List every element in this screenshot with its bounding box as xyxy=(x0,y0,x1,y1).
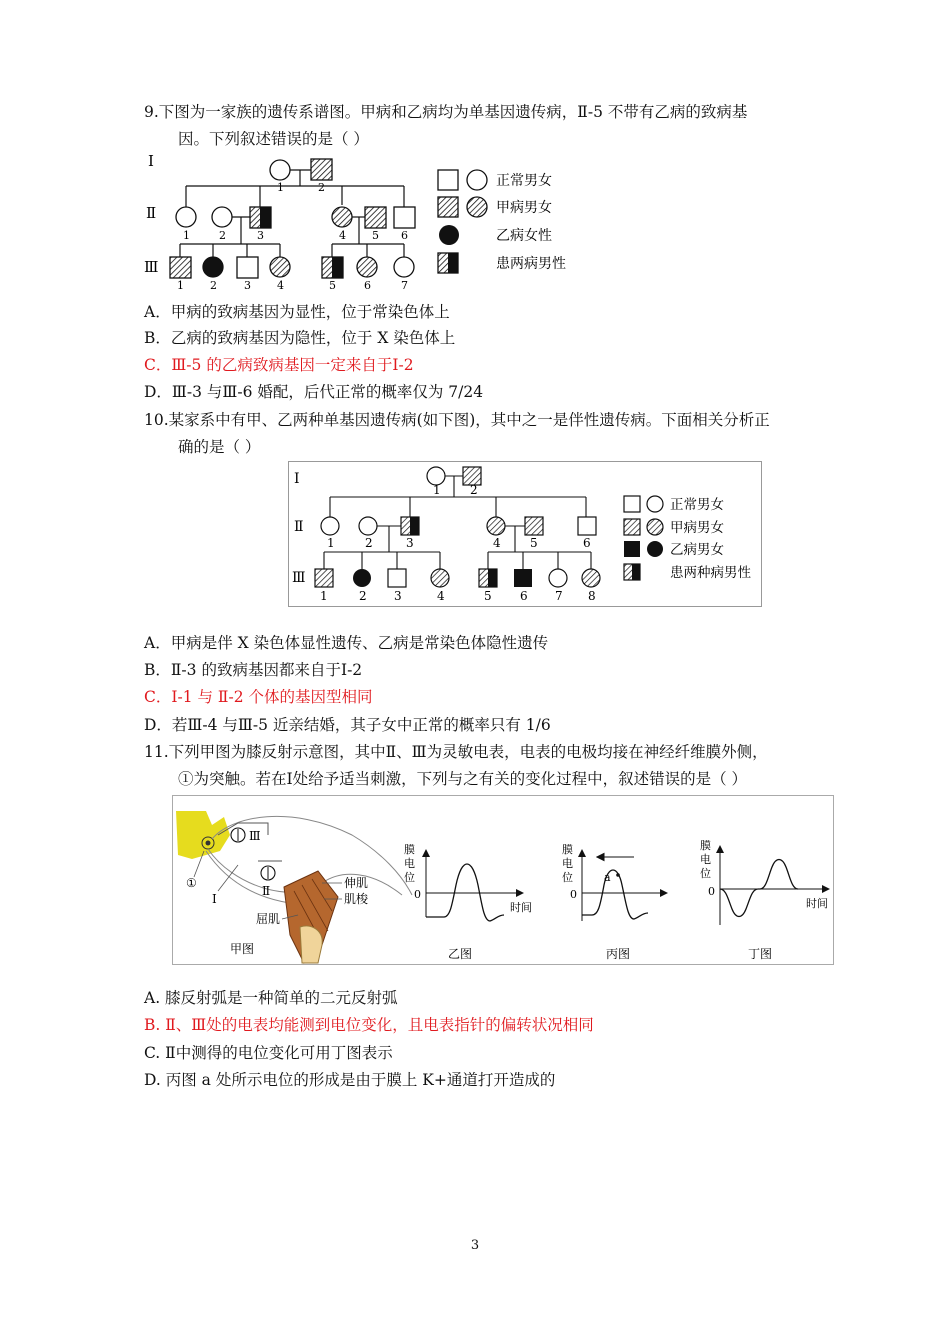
figure-label: 6 xyxy=(364,279,371,292)
gen-label-1: Ⅰ xyxy=(148,152,154,170)
gen-label-2: Ⅱ xyxy=(146,204,157,222)
q10-pedigree-figure xyxy=(288,461,762,607)
figure-label: 0 xyxy=(570,888,577,901)
q10-option-c-answer: C．Ⅰ-1 与 Ⅱ-2 个体的基因型相同 xyxy=(144,688,373,706)
page-number: 3 xyxy=(470,1238,480,1253)
III-3-male-normal xyxy=(388,569,406,587)
figure-label: 3 xyxy=(244,279,251,292)
III-1-male-disease-a xyxy=(315,569,333,587)
III-1-male-disease-a xyxy=(170,257,191,278)
II-5-male-disease-a xyxy=(365,207,386,228)
figure-label: 2 xyxy=(365,536,373,550)
fig-bing-caption: 丙图 xyxy=(606,947,631,961)
point-a xyxy=(616,873,620,877)
fig-yi-caption: 乙图 xyxy=(448,947,473,961)
figure-label: 1 xyxy=(177,279,184,292)
q9-pedigree-figure xyxy=(140,152,600,292)
stimulus-I-label: Ⅰ xyxy=(212,892,217,906)
figure-label: 1 xyxy=(183,229,190,242)
I-2-male-disease-a xyxy=(311,159,332,180)
III-3-male-normal xyxy=(237,257,258,278)
III-6-male-disease-b xyxy=(514,569,532,587)
legend-normal-female xyxy=(467,170,487,190)
figure-label: 膜 xyxy=(562,843,573,856)
figure-label: 4 xyxy=(277,279,284,292)
II-4-female-disease-a xyxy=(332,207,352,227)
figure-label: 1 xyxy=(327,536,335,550)
figure-label: 4 xyxy=(493,536,501,550)
figure-label: 2 xyxy=(470,483,478,497)
II-2-female-normal xyxy=(359,517,377,535)
q10-stem-line1: 10.某家系中有甲、乙两种单基因遗传病(如下图)，其中之一是伴性遗传病。下面相关分析正 xyxy=(144,411,770,429)
figure-label: 屈肌 xyxy=(256,912,281,926)
figure-label: 1 xyxy=(320,589,328,603)
legend-disease-b-label: 乙病女性 xyxy=(496,228,552,244)
q9-stem-line2: 因。下列叙述错误的是（ ） xyxy=(178,130,369,148)
figure-label: 5 xyxy=(372,229,379,242)
figure-label: 时间 xyxy=(510,901,532,914)
figure-label: Ⅰ xyxy=(294,471,300,487)
q9-stem-line1: 9.下图为一家族的遗传系谱图。甲病和乙病均为单基因遗传病，Ⅱ-5 不带有乙病的致病基 xyxy=(144,103,748,121)
figure-label: 0 xyxy=(414,888,421,901)
III-8-female-disease-a xyxy=(582,569,600,587)
legend-normal-label: 正常男女 xyxy=(670,497,724,513)
figure-label: 6 xyxy=(401,229,408,242)
figure-label: 时间 xyxy=(806,897,828,910)
figure-label: 1 xyxy=(433,483,441,497)
synapse-label: ① xyxy=(186,876,197,890)
figure-label: 5 xyxy=(484,589,492,603)
figure-label: 2 xyxy=(219,229,226,242)
II-6-male-normal xyxy=(578,517,596,535)
q9-option-b: B．乙病的致病基因为隐性，位于 X 染色体上 xyxy=(144,329,456,347)
I-1-female-normal xyxy=(270,160,290,180)
q11-stem-line2: ①为突触。若在Ⅰ处给予适当刺激，下列与之有关的变化过程中，叙述错误的是（ ） xyxy=(178,770,748,788)
figure-label: 0 xyxy=(708,885,715,898)
figure-label: 伸肌 xyxy=(344,876,369,890)
figure-label: 电 xyxy=(700,853,711,866)
figure-label: 5 xyxy=(329,279,336,292)
III-7-female-normal xyxy=(394,257,414,277)
gen-label-3: Ⅲ xyxy=(144,258,159,276)
q11-stem-line1: 11.下列甲图为膝反射示意图，其中Ⅱ、Ⅲ为灵敏电表，电表的电极均接在神经纤维膜外侧， xyxy=(144,743,768,761)
legend-disease-b-label: 乙病男女 xyxy=(670,542,724,558)
figure-label: 7 xyxy=(555,589,563,603)
figure-label: 6 xyxy=(583,536,591,550)
III-6-female-disease-a xyxy=(357,257,377,277)
q11-option-d: D. 丙图 a 处所示电位的形成是由于膜上 K+通道打开造成的 xyxy=(144,1071,556,1089)
fig-ding-caption: 丁图 xyxy=(748,947,773,961)
figure-label: Ⅲ xyxy=(292,570,306,586)
figure-label: 7 xyxy=(401,279,408,292)
q9-option-a: A．甲病的致病基因为显性，位于常染色体上 xyxy=(144,303,450,321)
figure-label: 位 xyxy=(404,871,415,884)
figure-label: a xyxy=(604,871,611,884)
q11-option-b-answer: B. Ⅱ、Ⅲ处的电表均能测到电位变化，且电表指针的偏转状况相同 xyxy=(144,1016,594,1034)
q11-option-c: C. Ⅱ中测得的电位变化可用丁图表示 xyxy=(144,1044,393,1062)
q10-option-b: B．Ⅱ-3 的致病基因都来自于Ⅰ-2 xyxy=(144,661,363,679)
q11-option-a: A. 膝反射弧是一种简单的二元反射弧 xyxy=(144,989,398,1007)
figure-label: 位 xyxy=(700,867,711,880)
fig-jia-caption: 甲图 xyxy=(230,942,255,956)
figure-label: 5 xyxy=(530,536,538,550)
figure-label: 6 xyxy=(520,589,528,603)
figure-label: 1 xyxy=(277,181,284,194)
III-4-female-disease-a xyxy=(431,569,449,587)
q10-option-d: D．若Ⅲ-4 与Ⅲ-5 近亲结婚，其子女中正常的概率只有 1/6 xyxy=(144,716,551,734)
legend-both-label: 患两种病男性 xyxy=(670,565,751,581)
q9-option-d: D．Ⅲ-3 与Ⅲ-6 婚配，后代正常的概率仅为 7/24 xyxy=(144,383,484,401)
figure-label: 3 xyxy=(394,589,402,603)
q10-stem-line2: 确的是（ ） xyxy=(178,438,261,456)
legend-disease-a-label: 甲病男女 xyxy=(670,520,724,536)
figure-label: 2 xyxy=(359,589,367,603)
figure-label: 3 xyxy=(406,536,414,550)
figure-label: 2 xyxy=(318,181,325,194)
II-5-male-disease-a xyxy=(525,517,543,535)
figure-label: 8 xyxy=(588,589,596,603)
legend-both-label: 患两病男性 xyxy=(496,256,566,272)
legend-disease-a-label: 甲病男女 xyxy=(496,200,552,216)
legend-normal-male xyxy=(438,170,458,190)
figure-label: 2 xyxy=(210,279,217,292)
q10-option-a: A．甲病是伴 X 染色体显性遗传、乙病是常染色体隐性遗传 xyxy=(144,634,549,652)
II-4-female-disease-a xyxy=(487,517,505,535)
figure-label: Ⅱ xyxy=(262,884,271,898)
III-4-female-disease-a xyxy=(270,257,290,277)
II-2-female-normal xyxy=(212,207,232,227)
q9-option-c-answer: C．Ⅲ-5 的乙病致病基因一定来自于Ⅰ-2 xyxy=(144,356,414,374)
knee-bone xyxy=(300,926,322,963)
figure-label: 电 xyxy=(404,857,415,870)
II-1-female-normal xyxy=(321,517,339,535)
figure-label: 肌梭 xyxy=(344,892,369,906)
III-7-female-normal xyxy=(549,569,567,587)
q11-figure xyxy=(172,795,834,965)
III-2-female-disease-b xyxy=(203,257,223,277)
legend-disease-a-female xyxy=(467,197,487,217)
figure-label: Ⅱ xyxy=(294,519,304,535)
figure-label: Ⅲ xyxy=(249,829,261,843)
q11-frame xyxy=(173,796,834,965)
figure-label: 膜 xyxy=(700,839,711,852)
figure-label: 4 xyxy=(339,229,346,242)
II-6-male-normal xyxy=(394,207,415,228)
figure-label: 电 xyxy=(562,857,573,870)
legend-disease-a-male xyxy=(438,197,458,217)
legend-normal-label: 正常男女 xyxy=(496,173,552,189)
figure-label: 4 xyxy=(437,589,445,603)
III-2-female-disease-b xyxy=(353,569,371,587)
figure-label: 膜 xyxy=(404,843,415,856)
legend-disease-b-female xyxy=(439,225,459,245)
figure-label: 3 xyxy=(257,229,264,242)
II-1-female-normal xyxy=(176,207,196,227)
figure-label: 位 xyxy=(562,871,573,884)
